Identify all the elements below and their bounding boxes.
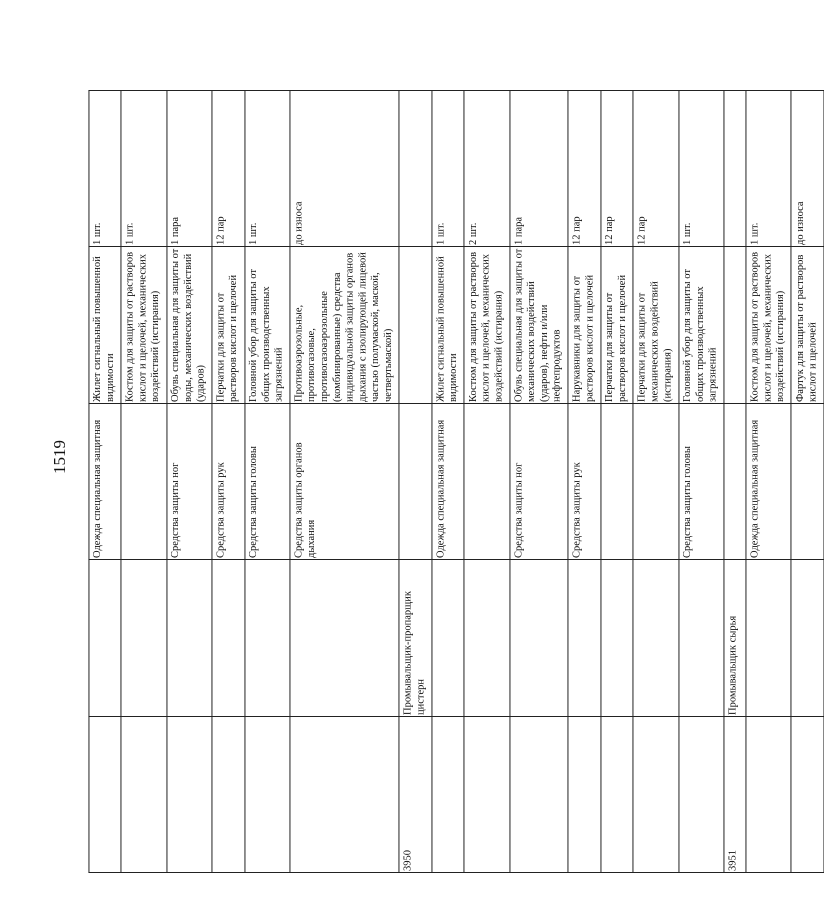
- cell-qty: 1 шт.: [679, 91, 724, 247]
- cell-category: [633, 403, 678, 559]
- cell-category: Средства защиты ног: [510, 403, 568, 559]
- table-row: [679, 91, 724, 873]
- cell-profession: [212, 560, 245, 716]
- cell-num: [746, 716, 791, 872]
- cell-item: [399, 247, 432, 403]
- table-row: [244, 91, 289, 873]
- cell-num: 3950: [399, 716, 432, 872]
- cell-profession: [166, 560, 211, 716]
- cell-profession: [568, 560, 601, 716]
- page-number: 1519: [50, 440, 69, 474]
- cell-profession: [633, 560, 678, 716]
- cell-qty: 1 шт.: [121, 91, 166, 247]
- cell-qty: 1 шт.: [89, 91, 122, 247]
- cell-num: [121, 716, 166, 872]
- cell-item: Перчатки для защиты от механических воздействий (истирания): [633, 247, 678, 403]
- cell-category: [399, 403, 432, 559]
- cell-qty: 1 пара: [166, 91, 211, 247]
- table-row: [89, 91, 122, 873]
- cell-qty: до износа: [290, 91, 399, 247]
- cell-profession: [791, 560, 824, 716]
- cell-category: [464, 403, 509, 559]
- cell-category: [121, 403, 166, 559]
- cell-qty: 1 шт.: [432, 91, 465, 247]
- cell-num: [89, 716, 122, 872]
- table-row: [724, 91, 746, 873]
- cell-qty: 12 пар: [212, 91, 245, 247]
- cell-category: Средства защиты головы: [679, 403, 724, 559]
- table-row: [212, 91, 245, 873]
- cell-profession: [244, 560, 289, 716]
- cell-item: Костюм для защиты от растворов кислот и щелочей, механических воздействий (истирания): [746, 247, 791, 403]
- cell-category: Средства защиты ног: [166, 403, 211, 559]
- table-row: [121, 91, 166, 873]
- cell-profession: [121, 560, 166, 716]
- cell-category: Средства защиты органов дыхания: [290, 403, 399, 559]
- cell-qty: 1 шт.: [244, 91, 289, 247]
- table-row: [290, 91, 399, 873]
- cell-category: [791, 403, 824, 559]
- cell-num: [290, 716, 399, 872]
- cell-profession: Промывальщик-пропарщик цистерн: [399, 560, 432, 716]
- cell-category: Одежда специальная защитная: [432, 403, 465, 559]
- cell-profession: Промывальщик сырья: [724, 560, 746, 716]
- table-row: [601, 91, 634, 873]
- table-row: [791, 91, 824, 873]
- cell-qty: 12 пар: [601, 91, 634, 247]
- table-row: [746, 91, 791, 873]
- ppe-norms-table: [88, 90, 824, 873]
- table-row: [510, 91, 568, 873]
- cell-item: Противоаэрозольные, противогазовые, противогазоаэрозольные (комбинированные) средства индивидуальной защиты органов дыхания с изолирующей лицевой частью (полумаской, маской, четвертьмаской): [290, 247, 399, 403]
- cell-num: [601, 716, 634, 872]
- cell-category: Одежда специальная защитная: [746, 403, 791, 559]
- cell-item: Головной убор для защиты от общих производственных загрязнений: [244, 247, 289, 403]
- cell-profession: [290, 560, 399, 716]
- cell-item: Фартук для защиты от растворов кислот и щелочей: [791, 247, 824, 403]
- cell-item: Обувь специальная для защиты от механических воздействий (ударов), нефти и/или нефтепродуктов: [510, 247, 568, 403]
- cell-qty: 12 пар: [568, 91, 601, 247]
- table-row: [633, 91, 678, 873]
- cell-profession: [601, 560, 634, 716]
- table-row: [464, 91, 509, 873]
- cell-item: Перчатки для защиты от растворов кислот и щелочей: [601, 247, 634, 403]
- table-row: [568, 91, 601, 873]
- cell-category: Средства защиты рук: [568, 403, 601, 559]
- cell-num: [791, 716, 824, 872]
- cell-item: Нарукавники для защиты от растворов кислот и щелочей: [568, 247, 601, 403]
- cell-item: [724, 247, 746, 403]
- cell-item: Жилет сигнальный повышенной видимости: [89, 247, 122, 403]
- table-row: [399, 91, 432, 873]
- cell-num: [212, 716, 245, 872]
- cell-qty: 12 пар: [633, 91, 678, 247]
- cell-category: Средства защиты головы: [244, 403, 289, 559]
- cell-qty: до износа: [791, 91, 824, 247]
- cell-num: 3951: [724, 716, 746, 872]
- cell-category: [724, 403, 746, 559]
- cell-qty: 2 шт.: [464, 91, 509, 247]
- cell-category: Средства защиты рук: [212, 403, 245, 559]
- cell-item: Перчатки для защиты от растворов кислот и щелочей: [212, 247, 245, 403]
- cell-profession: [89, 560, 122, 716]
- cell-qty: [724, 91, 746, 247]
- table-row: [166, 91, 211, 873]
- cell-qty: [399, 91, 432, 247]
- cell-num: [464, 716, 509, 872]
- cell-item: Костюм для защиты от растворов кислот и щелочей, механических воздействий (истирания): [464, 247, 509, 403]
- cell-num: [244, 716, 289, 872]
- cell-item: Головной убор для защиты от общих производственных загрязнений: [679, 247, 724, 403]
- cell-num: [633, 716, 678, 872]
- cell-num: [432, 716, 465, 872]
- table-row: [432, 91, 465, 873]
- cell-category: Одежда специальная защитная: [89, 403, 122, 559]
- cell-item: Костюм для защиты от растворов кислот и щелочей, механических воздействий (истирания): [121, 247, 166, 403]
- cell-item: Обувь специальная для защиты от воды, механических воздействий (ударов): [166, 247, 211, 403]
- cell-profession: [510, 560, 568, 716]
- cell-qty: 1 пара: [510, 91, 568, 247]
- cell-qty: 1 шт.: [746, 91, 791, 247]
- cell-profession: [746, 560, 791, 716]
- cell-num: [166, 716, 211, 872]
- cell-item: Жилет сигнальный повышенной видимости: [432, 247, 465, 403]
- cell-num: [679, 716, 724, 872]
- cell-profession: [464, 560, 509, 716]
- cell-category: [601, 403, 634, 559]
- cell-profession: [432, 560, 465, 716]
- cell-num: [510, 716, 568, 872]
- cell-num: [568, 716, 601, 872]
- cell-profession: [679, 560, 724, 716]
